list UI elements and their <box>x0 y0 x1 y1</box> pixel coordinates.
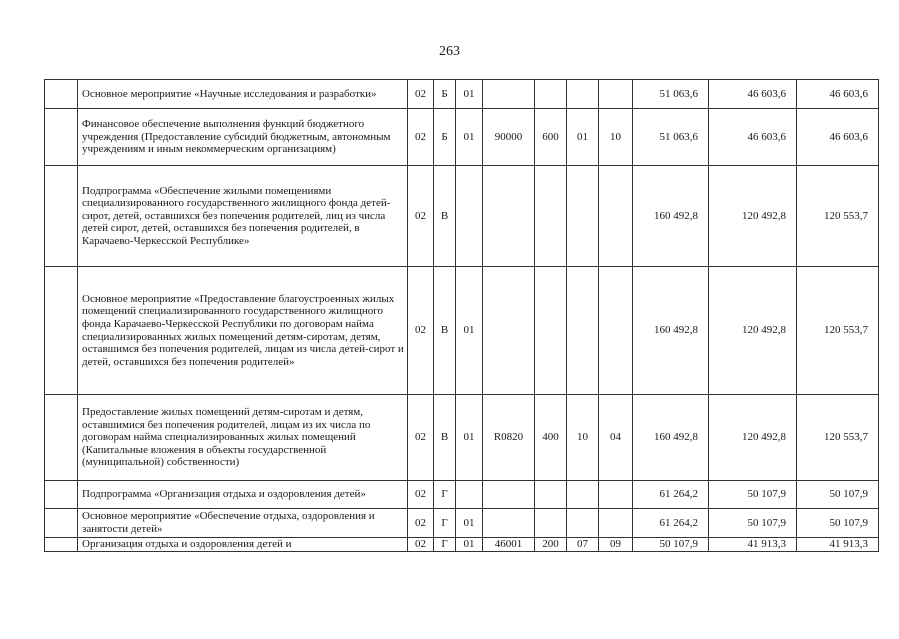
row-code-cell-c7 <box>599 80 633 109</box>
row-amount-cell-v3: 41 913,3 <box>797 538 879 552</box>
table-body <box>45 80 879 552</box>
row-code-cell-c6: 10 <box>567 395 599 481</box>
row-code-cell-c7: 09 <box>599 538 633 552</box>
row-amount-cell-v3: 46 603,6 <box>797 109 879 166</box>
row-code-cell-c1: 02 <box>408 538 434 552</box>
row-code-cell-c5 <box>535 509 567 538</box>
row-name-cell: Предоставление жилых помещений детям-сиротам и детям, оставшимися без попечения родителей, лицам из их числа по договорам найма специализированных жилых помещений (Капитальные вложения в объекты государственной (муниципальной) собственности) <box>78 395 408 481</box>
row-code-cell-c6 <box>567 80 599 109</box>
row-amount-cell-v1: 160 492,8 <box>633 267 709 395</box>
row-amount-cell-v1: 51 063,6 <box>633 109 709 166</box>
row-blank-cell <box>45 80 78 109</box>
row-code-cell-c2: Г <box>434 538 456 552</box>
row-code-cell-c3: 01 <box>456 109 483 166</box>
row-code-cell-c6: 01 <box>567 109 599 166</box>
row-amount-cell-v3: 50 107,9 <box>797 481 879 509</box>
budget-table <box>44 79 879 552</box>
row-code-cell-c5: 600 <box>535 109 567 166</box>
row-code-cell-c1: 02 <box>408 267 434 395</box>
row-amount-cell-v1: 61 264,2 <box>633 481 709 509</box>
row-code-cell-c7 <box>599 481 633 509</box>
row-code-cell-c6 <box>567 481 599 509</box>
row-blank-cell <box>45 481 78 509</box>
row-amount-cell-v2: 50 107,9 <box>709 481 797 509</box>
row-code-cell-c2: Б <box>434 80 456 109</box>
row-code-cell-c5 <box>535 166 567 267</box>
row-code-cell-c5 <box>535 80 567 109</box>
row-name-cell: Основное мероприятие «Обеспечение отдыха, оздоровления и занятости детей» <box>78 509 408 538</box>
row-code-cell-c7 <box>599 509 633 538</box>
row-amount-cell-v3: 120 553,7 <box>797 395 879 481</box>
row-code-cell-c7: 10 <box>599 109 633 166</box>
row-code-cell-c1: 02 <box>408 109 434 166</box>
row-code-cell-c6: 07 <box>567 538 599 552</box>
row-code-cell-c2: Г <box>434 481 456 509</box>
row-code-cell-c3 <box>456 166 483 267</box>
row-code-cell-c5 <box>535 481 567 509</box>
row-name-cell: Подпрограмма «Организация отдыха и оздоровления детей» <box>78 481 408 509</box>
row-amount-cell-v2: 50 107,9 <box>709 509 797 538</box>
row-code-cell-c7: 04 <box>599 395 633 481</box>
row-code-cell-c7 <box>599 267 633 395</box>
row-code-cell-c4 <box>483 481 535 509</box>
row-amount-cell-v2: 46 603,6 <box>709 109 797 166</box>
row-code-cell-c4 <box>483 267 535 395</box>
table-row <box>45 109 879 166</box>
row-amount-cell-v1: 50 107,9 <box>633 538 709 552</box>
table-row <box>45 166 879 267</box>
row-code-cell-c3: 01 <box>456 538 483 552</box>
table-row <box>45 395 879 481</box>
row-blank-cell <box>45 509 78 538</box>
row-code-cell-c2: В <box>434 166 456 267</box>
row-code-cell-c5: 400 <box>535 395 567 481</box>
row-code-cell-c4 <box>483 166 535 267</box>
row-code-cell-c1: 02 <box>408 166 434 267</box>
row-code-cell-c2: В <box>434 395 456 481</box>
row-name-cell: Подпрограмма «Обеспечение жилыми помещениями специализированного государственного жилищного фонда детей-сирот, детей, оставшихся без попечения родителей, лиц из числа детей сирот, детей, оставшихся без попечения родителей, в Карачаево-Черкесской Республике» <box>78 166 408 267</box>
table-row <box>45 509 879 538</box>
table-row <box>45 538 879 552</box>
row-blank-cell <box>45 538 78 552</box>
row-code-cell-c3: 01 <box>456 509 483 538</box>
row-name-cell: Основное мероприятие «Предоставление благоустроенных жилых помещений специализированного государственного жилищного фонда Карачаево-Черкесской Республики по договорам найма специализированных жилых помещений детям-сиротам, детям, оставшимся без попечения родителей, лицам из числа детей-сирот и детей, оставшихся без попечения родителей» <box>78 267 408 395</box>
row-code-cell-c1: 02 <box>408 481 434 509</box>
row-amount-cell-v3: 120 553,7 <box>797 166 879 267</box>
row-code-cell-c6 <box>567 267 599 395</box>
row-name-cell: Основное мероприятие «Научные исследования и разработки» <box>78 80 408 109</box>
row-code-cell-c6 <box>567 509 599 538</box>
row-blank-cell <box>45 166 78 267</box>
row-blank-cell <box>45 109 78 166</box>
row-code-cell-c3 <box>456 481 483 509</box>
row-blank-cell <box>45 267 78 395</box>
row-amount-cell-v3: 50 107,9 <box>797 509 879 538</box>
row-code-cell-c1: 02 <box>408 395 434 481</box>
row-code-cell-c4 <box>483 509 535 538</box>
row-code-cell-c4: 90000 <box>483 109 535 166</box>
row-amount-cell-v3: 46 603,6 <box>797 80 879 109</box>
row-amount-cell-v3: 120 553,7 <box>797 267 879 395</box>
row-code-cell-c3: 01 <box>456 267 483 395</box>
row-amount-cell-v1: 61 264,2 <box>633 509 709 538</box>
row-amount-cell-v2: 120 492,8 <box>709 395 797 481</box>
row-amount-cell-v2: 120 492,8 <box>709 267 797 395</box>
row-code-cell-c4: R0820 <box>483 395 535 481</box>
row-code-cell-c2: Б <box>434 109 456 166</box>
row-code-cell-c1: 02 <box>408 80 434 109</box>
page-number: 263 <box>439 44 460 59</box>
row-amount-cell-v1: 160 492,8 <box>633 395 709 481</box>
row-code-cell-c4: 46001 <box>483 538 535 552</box>
row-code-cell-c1: 02 <box>408 509 434 538</box>
row-amount-cell-v2: 46 603,6 <box>709 80 797 109</box>
row-amount-cell-v2: 120 492,8 <box>709 166 797 267</box>
row-name-cell: Финансовое обеспечение выполнения функций бюджетного учреждения (Предоставление субсидий бюджетным, автономным учреждениям и иным некоммерческим организациям) <box>78 109 408 166</box>
row-name-cell: Организация отдыха и оздоровления детей и <box>78 538 408 552</box>
row-code-cell-c6 <box>567 166 599 267</box>
row-code-cell-c3: 01 <box>456 395 483 481</box>
row-code-cell-c5 <box>535 267 567 395</box>
table-row <box>45 80 879 109</box>
row-code-cell-c4 <box>483 80 535 109</box>
table-row <box>45 481 879 509</box>
row-code-cell-c2: В <box>434 267 456 395</box>
table-row <box>45 267 879 395</box>
row-amount-cell-v1: 160 492,8 <box>633 166 709 267</box>
row-code-cell-c3: 01 <box>456 80 483 109</box>
row-code-cell-c7 <box>599 166 633 267</box>
row-code-cell-c2: Г <box>434 509 456 538</box>
row-amount-cell-v1: 51 063,6 <box>633 80 709 109</box>
row-blank-cell <box>45 395 78 481</box>
row-code-cell-c5: 200 <box>535 538 567 552</box>
row-amount-cell-v2: 41 913,3 <box>709 538 797 552</box>
